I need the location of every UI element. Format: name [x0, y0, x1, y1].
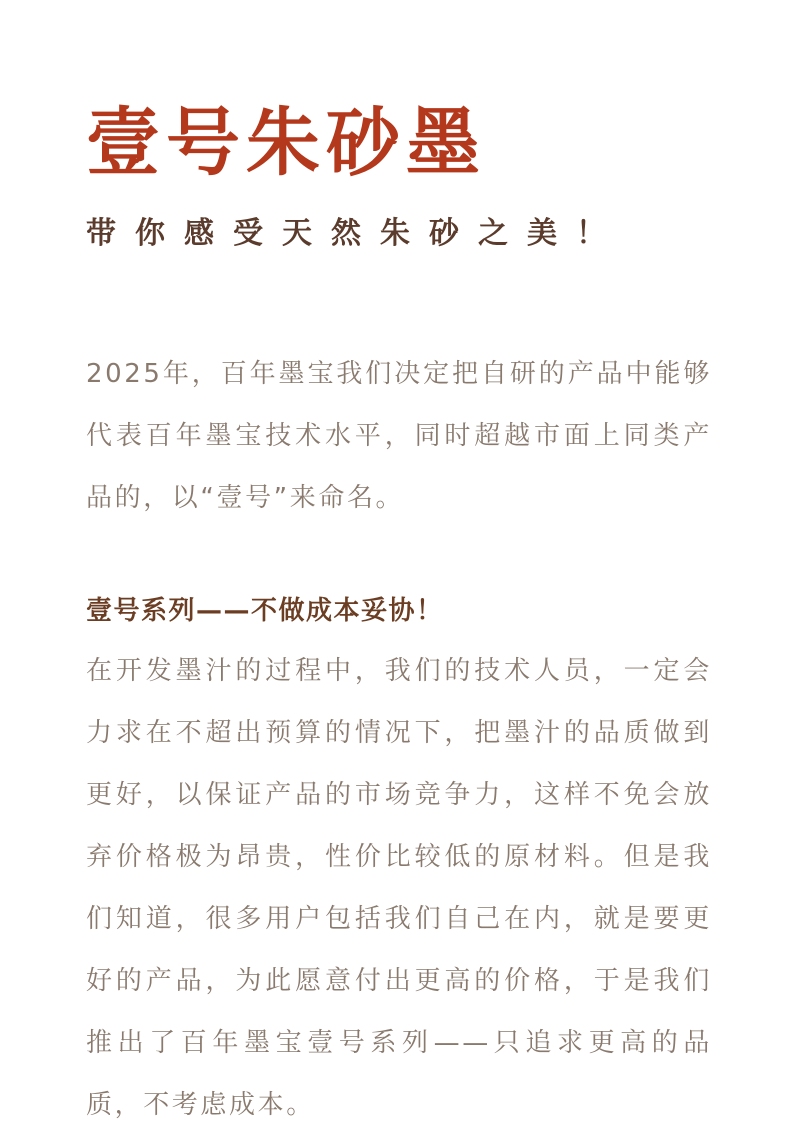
page-subtitle: 带你感受天然朱砂之美！: [86, 216, 625, 251]
intro-paragraph: 2025年，百年墨宝我们决定把自研的产品中能够代表百年墨宝技术水平，同时超越市面上同类产品的，以“壹号”来命名。: [86, 359, 712, 513]
section-body-paragraph: 在开发墨汁的过程中，我们的技术人员，一定会力求在不超出预算的情况下，把墨汁的品质做到更好，以保证产品的市场竞争力，这样不免会放弃价格极为昂贵，性价比较低的原材料。但是我们知道，很多用户包括我们自己在内，就是要更好的产品，为此愿意付出更高的价格，于是我们推出了百年墨宝壹号系列——只追求更高的品质，不考虑成本。: [86, 656, 712, 1120]
page-title: 壹号朱砂墨: [86, 100, 486, 186]
section-heading: 壹号系列——不做成本妥协！: [86, 596, 444, 626]
